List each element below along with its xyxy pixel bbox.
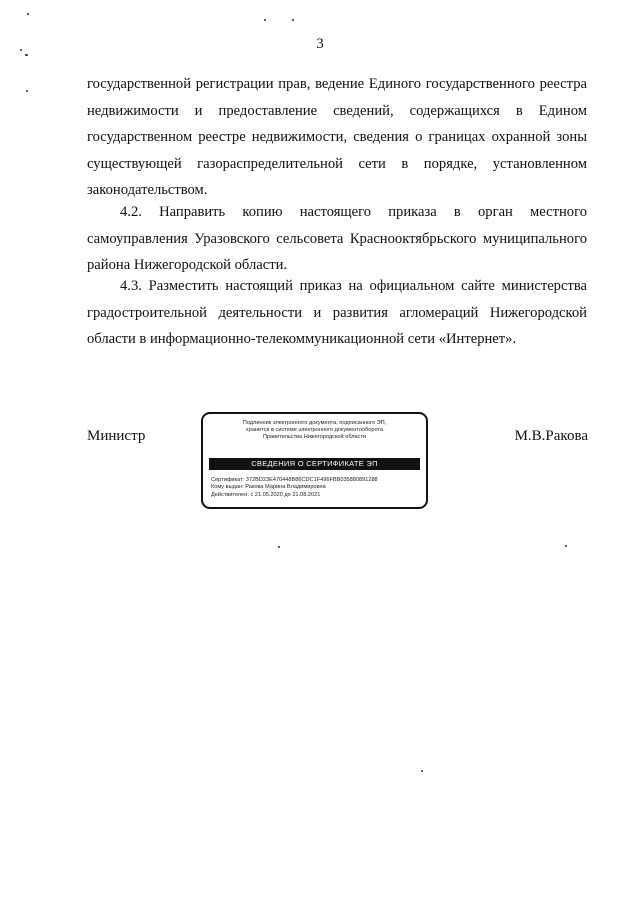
scan-speck bbox=[421, 770, 423, 772]
stamp-header-line: хранится в системе электронного документооборота bbox=[245, 427, 384, 433]
stamp-valid-value: с 21.05.2020 до 21.08.2021 bbox=[250, 491, 321, 498]
paragraph-item-4-2-text: 4.2. Направить копию настоящего приказа в орган местного самоуправления Уразовского сельсовета Краснооктябрьского муниципального района Нижегородской области. bbox=[87, 204, 587, 273]
scan-speck bbox=[26, 90, 28, 92]
stamp-certificate-label: Сертификат: bbox=[211, 477, 245, 483]
scan-speck bbox=[565, 545, 567, 547]
signatory-name: М.В.Ракова bbox=[514, 428, 588, 444]
stamp-header bbox=[209, 420, 420, 441]
paragraph-continuation bbox=[87, 71, 587, 204]
stamp-valid-row bbox=[211, 492, 420, 499]
scan-speck bbox=[292, 19, 294, 21]
stamp-certificate-row bbox=[211, 477, 420, 484]
scan-speck bbox=[27, 13, 29, 15]
stamp-title-bar: СВЕДЕНИЯ О СЕРТИФИКАТЕ ЭП bbox=[209, 458, 420, 470]
paragraph-continuation-text: государственной регистрации прав, ведение Единого государственного реестра недвижимости и предоставление сведений, содержащихся в Едином государственном реестре недвижимости, сведения о границах охранной зоны существующей газораспределительной сети в порядке, установленном законодательством. bbox=[87, 76, 587, 198]
scan-speck bbox=[25, 54, 28, 56]
scan-speck bbox=[264, 19, 266, 21]
paragraph-item-4-3-text: 4.3. Разместить настоящий приказ на официальном сайте министерства градостроительной деятельности и развития агломераций Нижегородской области в информационно-телекоммуникационной сети «Интернет». bbox=[87, 278, 587, 347]
stamp-valid-label: Действителен: bbox=[211, 491, 249, 498]
stamp-header-line: Подлинник электронного документа, подписанного ЭП, bbox=[242, 420, 387, 426]
scan-speck bbox=[20, 49, 22, 51]
stamp-header-line: Правительства Нижегородской области bbox=[262, 434, 367, 440]
paragraph-item-4-2 bbox=[87, 199, 587, 279]
page-number: 3 bbox=[316, 36, 324, 52]
stamp-issued-to-label: Кому выдан: bbox=[211, 484, 244, 491]
stamp-issued-to-value: Ракова Марина Владимировна bbox=[245, 484, 326, 491]
stamp-details bbox=[211, 477, 420, 499]
stamp-issued-to-row bbox=[211, 484, 420, 491]
scan-speck bbox=[278, 546, 280, 548]
paragraph-item-4-3 bbox=[87, 273, 587, 353]
signatory-position: Министр bbox=[87, 428, 146, 444]
stamp-certificate-value: 372BD23E470448B86CDC1F496FBB035880891288 bbox=[245, 477, 378, 483]
electronic-signature-stamp bbox=[201, 412, 428, 509]
